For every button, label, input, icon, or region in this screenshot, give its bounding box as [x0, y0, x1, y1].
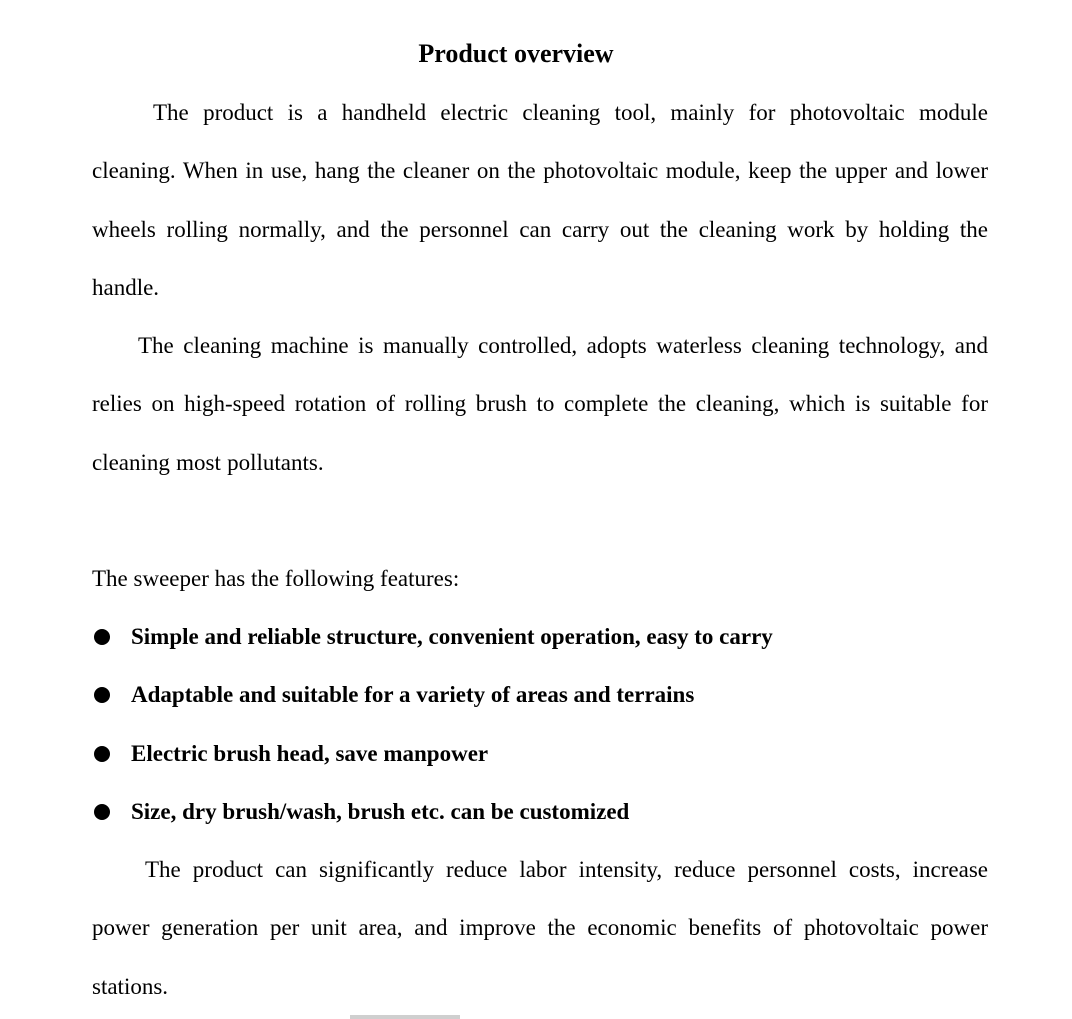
- bullet-icon: [94, 629, 110, 645]
- bullet-icon: [94, 746, 110, 762]
- feature-text: Electric brush head, save manpower: [131, 740, 489, 766]
- document-title: Product overview: [418, 39, 614, 68]
- feature-text: Adaptable and suitable for a variety of areas and terrains: [131, 682, 695, 708]
- bullet-icon: [94, 687, 110, 703]
- closing-paragraph: The product can significantly reduce labor intensity, reduce personnel costs, increase power generation per unit area, and improve the economic benefits of photovoltaic power stations.: [92, 857, 988, 999]
- overview-paragraph-2: The cleaning machine is manually controlled, adopts waterless cleaning technology, and relies on high-speed rotation of rolling brush to complete the cleaning, which is suitable for cleaning most pollutants.: [92, 333, 988, 475]
- overview-paragraph-1: The product is a handheld electric cleaning tool, mainly for photovoltaic module cleaning. When in use, hang the cleaner on the photovoltaic module, keep the upper and lower wheels rolling normally, and the personnel can carry out the cleaning work by holding the handle.: [92, 100, 988, 300]
- scrollbar-thumb[interactable]: [350, 1015, 460, 1019]
- features-intro: The sweeper has the following features:: [92, 566, 460, 591]
- feature-text: Size, dry brush/wash, brush etc. can be customized: [131, 798, 630, 824]
- bullet-icon: [94, 804, 110, 820]
- feature-text: Simple and reliable structure, convenient operation, easy to carry: [131, 624, 773, 649]
